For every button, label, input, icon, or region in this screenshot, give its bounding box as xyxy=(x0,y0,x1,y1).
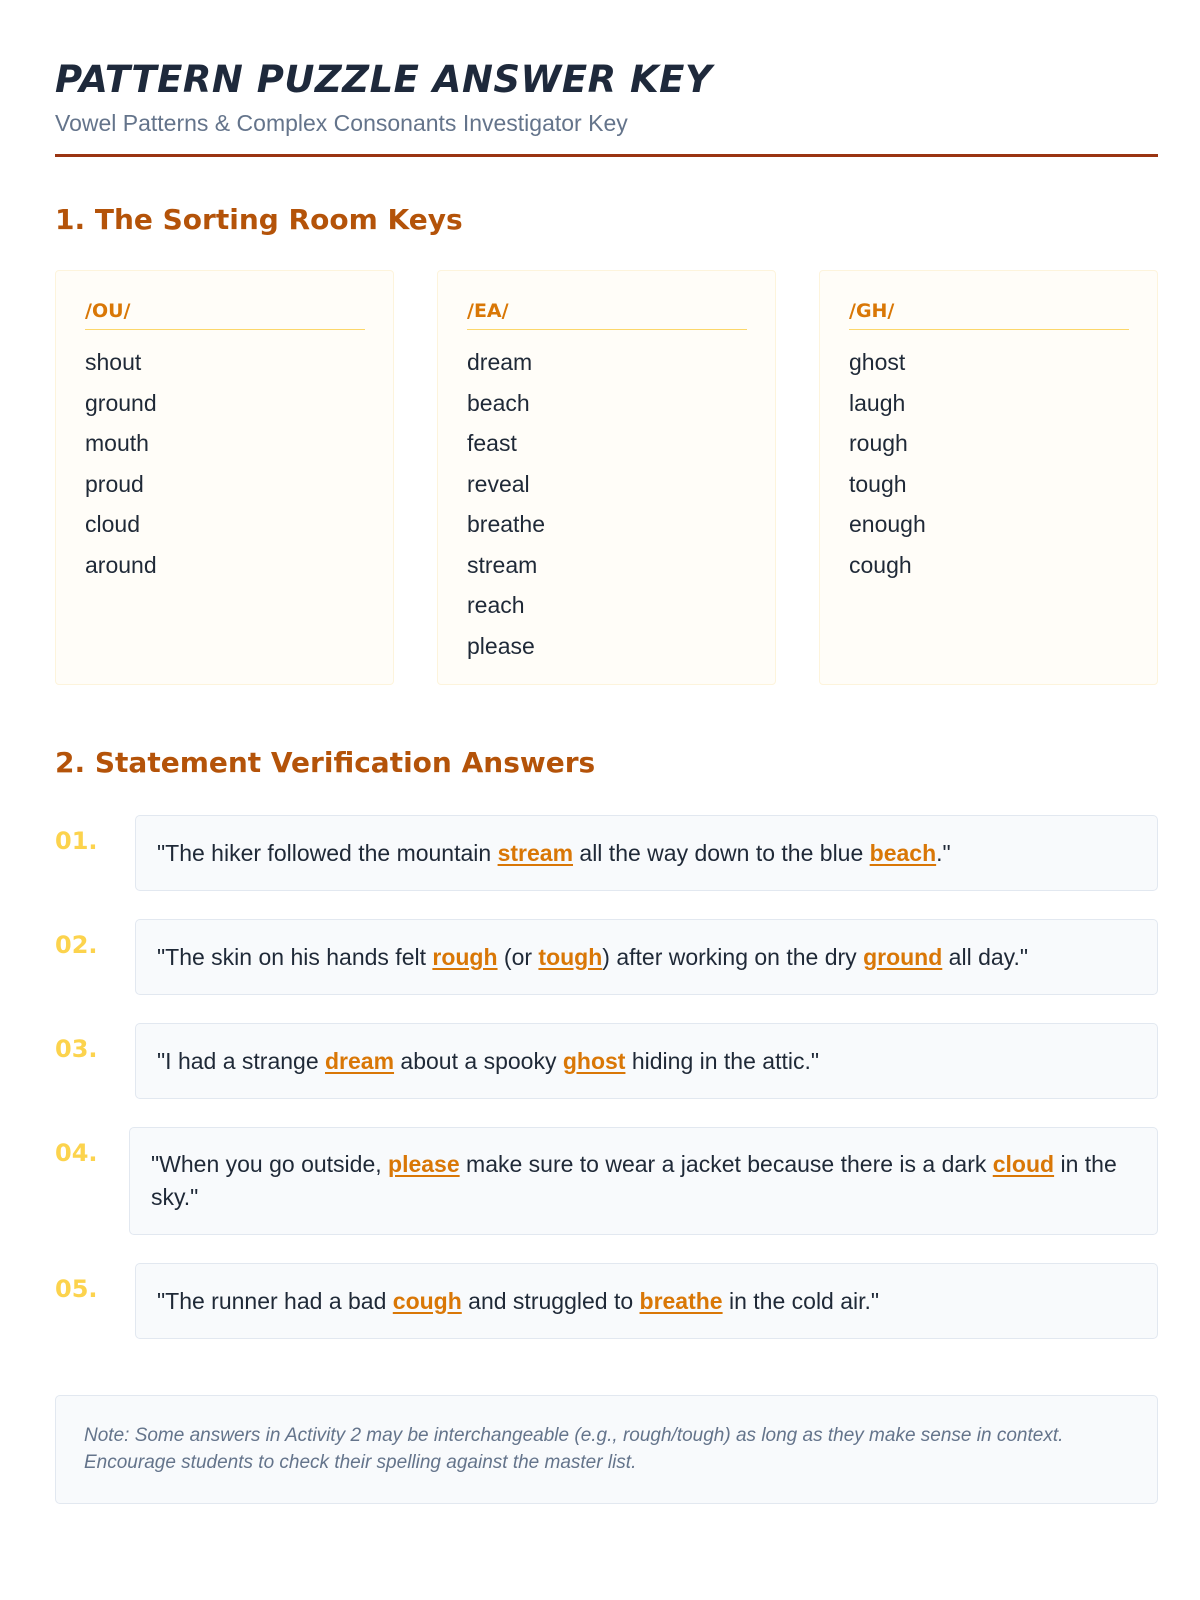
sort-column-header: /GH/ xyxy=(849,299,1129,330)
word-list xyxy=(467,342,747,666)
statement-fragment: ) after working on the dry xyxy=(602,943,864,970)
sort-word: shout xyxy=(85,349,142,375)
statement-sentence xyxy=(157,1045,819,1078)
statement-sentence xyxy=(157,837,951,870)
statement-fragment: in the cold air." xyxy=(722,1287,880,1314)
sort-word: tough xyxy=(849,470,907,497)
answer-word: ground xyxy=(863,943,943,970)
statement-number: 02. xyxy=(55,931,98,959)
statement-row xyxy=(55,1127,1158,1235)
statement-fragment: about a spooky xyxy=(394,1047,563,1074)
sort-word: ground xyxy=(85,389,157,416)
sort-column-ea xyxy=(437,270,776,685)
page-title: PATTERN PUZZLE ANSWER KEY xyxy=(55,58,713,101)
statement-fragment: all the way down to the blue xyxy=(573,839,870,866)
statement-fragment: "When you go outside, xyxy=(151,1151,389,1177)
answer-word: cloud xyxy=(992,1151,1055,1177)
statement-fragment: "The runner had a bad xyxy=(157,1287,393,1314)
statement-text xyxy=(129,1127,1158,1235)
sort-word: enough xyxy=(849,511,926,537)
answer-word: rough xyxy=(432,943,498,970)
statement-number: 03. xyxy=(55,1035,98,1063)
statement-sentence xyxy=(151,1148,1136,1214)
statement-text xyxy=(135,919,1158,995)
sort-word: feast xyxy=(467,430,517,456)
statement-text xyxy=(135,815,1158,891)
sort-word: laugh xyxy=(849,389,906,416)
sort-word: rough xyxy=(849,430,908,456)
page-subtitle: Vowel Patterns & Complex Consonants Investigator Key xyxy=(55,110,628,136)
statement-sentence xyxy=(157,941,1028,974)
sort-column-header: /OU/ xyxy=(85,299,365,330)
statement-list xyxy=(55,815,1158,1339)
statement-number: 05. xyxy=(55,1275,98,1303)
answer-word: breathe xyxy=(639,1287,723,1314)
sort-word: cough xyxy=(849,551,912,578)
sort-word: please xyxy=(467,632,535,659)
teacher-note: Note: Some answers in Activity 2 may be interchangeable (e.g., rough/tough) as long as they make sense in context. Encourage students to check their spelling against the master list. xyxy=(55,1395,1158,1504)
section-2-title: 2. Statement Verification Answers xyxy=(55,746,596,779)
answer-word: stream xyxy=(497,839,574,866)
sort-word: stream xyxy=(467,551,538,578)
statement-fragment: in the sky." xyxy=(151,1151,1117,1210)
statement-fragment: (or xyxy=(497,943,539,970)
statement-text xyxy=(135,1263,1158,1339)
sort-word: cloud xyxy=(85,511,140,537)
statement-sentence xyxy=(157,1285,879,1318)
statement-row xyxy=(55,919,1158,995)
statement-row xyxy=(55,1263,1158,1339)
sort-word: proud xyxy=(85,470,144,497)
sort-word: breathe xyxy=(467,511,546,537)
statement-fragment: "I had a strange xyxy=(157,1047,325,1074)
statement-fragment: hiding in the attic." xyxy=(625,1047,820,1074)
sort-column-ou xyxy=(55,270,394,685)
statement-text xyxy=(135,1023,1158,1099)
sort-word: dream xyxy=(467,349,533,375)
statement-fragment: all day." xyxy=(942,943,1029,970)
statement-fragment: make sure to wear a jacket because there is a dark xyxy=(459,1151,993,1177)
sorting-columns xyxy=(55,270,1158,685)
word-list xyxy=(849,342,1129,585)
answer-word: please xyxy=(388,1151,460,1177)
sort-word: ghost xyxy=(849,349,906,375)
statement-fragment: "The skin on his hands felt xyxy=(157,943,433,970)
header-divider xyxy=(55,154,1158,157)
section-1-title: 1. The Sorting Room Keys xyxy=(55,203,463,236)
sort-word: reveal xyxy=(467,470,530,497)
statement-fragment: "The hiker followed the mountain xyxy=(157,839,498,866)
sort-word: mouth xyxy=(85,430,149,456)
sort-column-gh xyxy=(819,270,1158,685)
sort-word: reach xyxy=(467,592,525,618)
answer-word: beach xyxy=(869,839,937,866)
statement-fragment: ." xyxy=(936,839,951,866)
sort-column-header: /EA/ xyxy=(467,299,747,330)
statement-fragment: and struggled to xyxy=(461,1287,640,1314)
answer-word: cough xyxy=(392,1287,462,1314)
answer-word: ghost xyxy=(562,1047,626,1074)
sort-word: around xyxy=(85,551,157,578)
answer-word: tough xyxy=(538,943,603,970)
word-list xyxy=(85,342,365,585)
statement-number: 01. xyxy=(55,827,98,855)
statement-row xyxy=(55,815,1158,891)
sort-word: beach xyxy=(467,389,530,416)
statement-number: 04. xyxy=(55,1139,98,1167)
statement-row xyxy=(55,1023,1158,1099)
page-header xyxy=(55,0,1145,157)
answer-word: dream xyxy=(325,1047,395,1074)
